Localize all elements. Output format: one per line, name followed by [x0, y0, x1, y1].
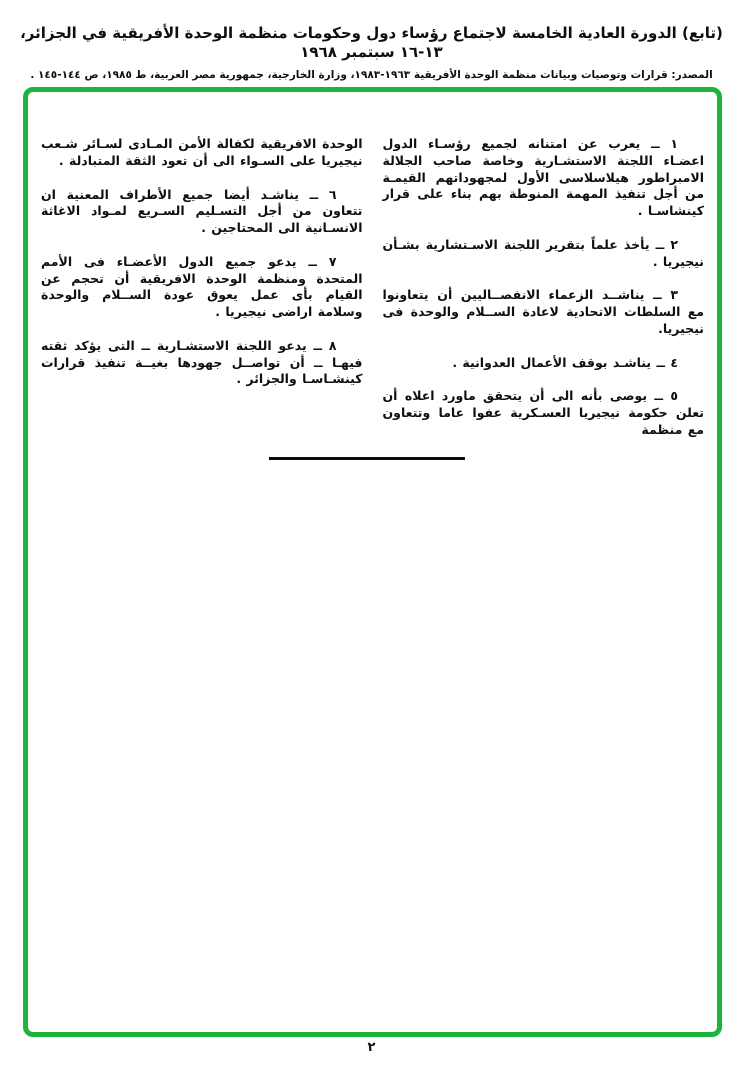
- green-frame: [23, 87, 722, 1037]
- paragraph-5-continuation: الوحدة الافريقية لكفالة الأمن المـادى لسـائر شـعب نيجيريا على السـواء الى أن تعود الثقة المتبادلة .: [41, 136, 363, 168]
- column-right: [383, 136, 705, 456]
- paragraph-2: ٢ ــ يأخذ علماً بتقرير اللجنة الاسـتشارية بشـأن نيجيريا .: [382, 236, 704, 269]
- paragraph-8: ٨ ــ يدعو اللجنة الاستشـارية ــ التى يؤكد ثقته فيهـا ــ أن تواصــل جهودها بغيــة تنفيذ قرارات كينشـاسـا والجزائر .: [41, 337, 363, 387]
- paragraph-4: ٤ ــ يناشـد بوقف الأعمال العدوانية .: [452, 354, 678, 370]
- paragraph-3: ٣ ــ يناشــد الزعماء الانفصــاليين أن يتعاونوا مع السلطات الاتحادية لاعادة الســلام والوحدة فى نيجيريا.: [382, 287, 704, 336]
- paragraph-6: ٦ ــ يناشـد أيضا جميع الأطراف المعنية ان تتعاون من أجل التسـليم السـريع لمـواد الاغاثة الانسـانية الى المحتاجين .: [41, 186, 363, 235]
- text-columns: [28, 92, 717, 456]
- header-title: (تابع) الدورة العادية الخامسة لاجتماع رؤساء دول وحكومات منظمة الوحدة الأفريقية في الجزائر، ١٣-١٦ سبتمبر ١٩٦٨: [20, 24, 723, 61]
- paragraph-7: ٧ ــ يدعو جميع الدول الأعضـاء فى الأمم المتحدة ومنظمة الوحدة الافريقية أن تحجم عن القيام بأى عمل يعوق عودة الســلام والوحدة وسلامة اراضى نيجيريا .: [41, 253, 363, 319]
- page-number: ٢: [367, 1040, 376, 1055]
- page-header: [0, 24, 743, 81]
- paragraph-1: ١ ــ يعرب عن امتنانه لجميع رؤسـاء الدول اعضـاء اللجنة الاستشـارية وخاصة صاحب الجلالة الامبراطور هيلاسلاسى الأول لمجهوداتهم القيمـة من أجل تنفيذ المهمة المنوطة بهم بناء على قرار كينشاسـا .: [382, 136, 704, 218]
- header-source: المصدر: قرارات وتوصيات وبيانات منظمة الوحدة الأفريقية ١٩٦٣-١٩٨٣، وزارة الخارجية، جمهورية مصر العربية، ط ١٩٨٥، ص ١٤٤-١٤٥ .: [30, 68, 713, 81]
- paragraph-5: ٥ ــ يوصى بأنه الى أن يتحقق ماورد اعلاه أن تعلن حكومة نيجيريا العسـكرية عفوا عاما وتتعاون مع منظمة: [382, 388, 704, 437]
- section-divider: [269, 457, 465, 460]
- column-left: [41, 136, 363, 456]
